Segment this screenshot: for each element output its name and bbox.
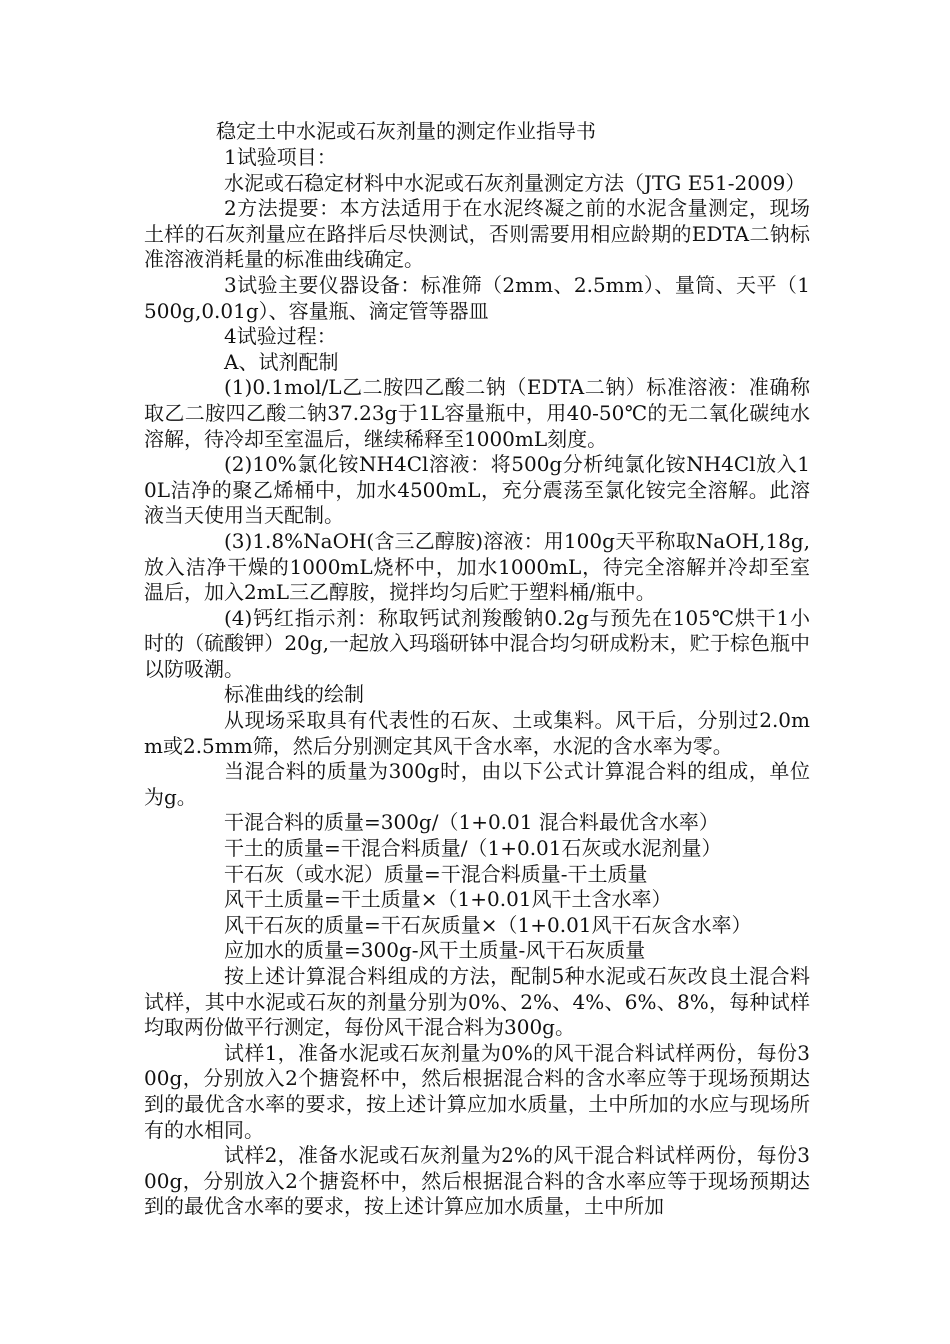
formula-dry-soil: 干土的质量=干混合料质量/（1+0.01石灰或水泥剂量） [224, 836, 722, 861]
formula-dry-lime: 干石灰（或水泥）质量=干混合料质量-干土质量 [224, 861, 648, 886]
calibration-heading: 标准曲线的绘制 [224, 682, 364, 707]
mix-composition-intro: 当混合料的质量为300g时，由以下公式计算混合料的组成，单位为g。 [144, 759, 810, 809]
equipment-list: 3试验主要仪器设备：标准筛（2mm、2.5mm）、量筒、天平（1500g,0.01g）、容量瓶、滴定管等器皿 [144, 272, 810, 323]
sample-2-paragraph: 试样2，准备水泥或石灰剂量为2%的风干混合料试样两份，每份300g，分别放入2个搪瓷杯中，然后根据混合料的含水率应等于现场预期达到的最优含水率的要求，按上述计算应加水质量，土中所加 [144, 1143, 810, 1219]
sample-1-paragraph: 试样1，准备水泥或石灰剂量为0%的风干混合料试样两份，每份300g，分别放入2个搪瓷杯中，然后根据混合料的含水率应等于现场预期达到的最优含水率的要求，按上述计算应加水质量，土中所加的水应与现场所有的水相同。 [144, 1040, 810, 1142]
reagent-prep-heading: A、试剂配制 [224, 349, 339, 374]
formula-air-dry-soil: 风干土质量=干土质量×（1+0.01风干土含水率） [224, 887, 672, 912]
reagent-edta: (1)0.1mol/L乙二胺四乙酸二钠（EDTA二钠）标准溶液：准确称取乙二胺四乙酸二钠37.23g于1L容量瓶中，用40-50℃的无二氧化碳纯水溶解，待冷却至室温后，继续稀释至1000mL刻度。 [144, 375, 810, 451]
method-summary: 2方法提要：本方法适用于在水泥终凝之前的水泥含量测定，现场土样的石灰剂量应在路拌后尽快测试，否则需要用相应龄期的EDTA二钠标准溶液消耗量的标准曲线确定。 [144, 196, 810, 272]
formula-water: 应加水的质量=300g-风干土质量-风干石灰质量 [224, 938, 646, 963]
section-1-heading: 1试验项目： [224, 145, 337, 169]
document-title: 稳定土中水泥或石灰剂量的测定作业指导书 [216, 119, 596, 143]
sampling-paragraph: 从现场采取具有代表性的石灰、土或集料。风干后，分别过2.0mm或2.5mm筛，然后分别测定其风干含水率，水泥的含水率为零。 [144, 708, 810, 758]
test-method-reference: 水泥或石稳定材料中水泥或石灰剂量测定方法（JTG E51-2009） [224, 170, 806, 195]
formula-dry-mix: 干混合料的质量=300g/（1+0.01 混合料最优含水率） [224, 810, 719, 835]
formula-air-dry-lime: 风干石灰的质量=干石灰质量×（1+0.01风干石灰含水率） [224, 912, 752, 937]
section-4-heading: 4试验过程： [224, 324, 337, 349]
sample-prep-paragraph: 按上述计算混合料组成的方法，配制5种水泥或石灰改良土混合料试样，其中水泥或石灰的剂量分别为0%、2%、4%、6%、8%，每种试样均取两份做平行测定，每份风干混合料为300g。 [144, 964, 810, 1040]
reagent-indicator: (4)钙红指示剂：称取钙试剂羧酸钠0.2g与预先在105℃烘干1小时的（硫酸钾）20g,一起放入玛瑙研钵中混合均匀研成粉末，贮于棕色瓶中以防吸潮。 [144, 605, 810, 681]
reagent-nh4cl: (2)10%氯化铵NH4Cl溶液：将500g分析纯氯化铵NH4Cl放入10L洁净的聚乙烯桶中，加水4500mL，充分震荡至氯化铵完全溶解。此溶液当天使用当天配制。 [144, 452, 810, 528]
reagent-naoh: (3)1.8%NaOH(含三乙醇胺)溶液：用100g天平称取NaOH,18g,放入洁净干燥的1000mL烧杯中，加水1000mL，待完全溶解并冷却至室温后，加入2mL三乙醇胺，搅拌均匀后贮于塑料桶/瓶中。 [144, 528, 810, 605]
